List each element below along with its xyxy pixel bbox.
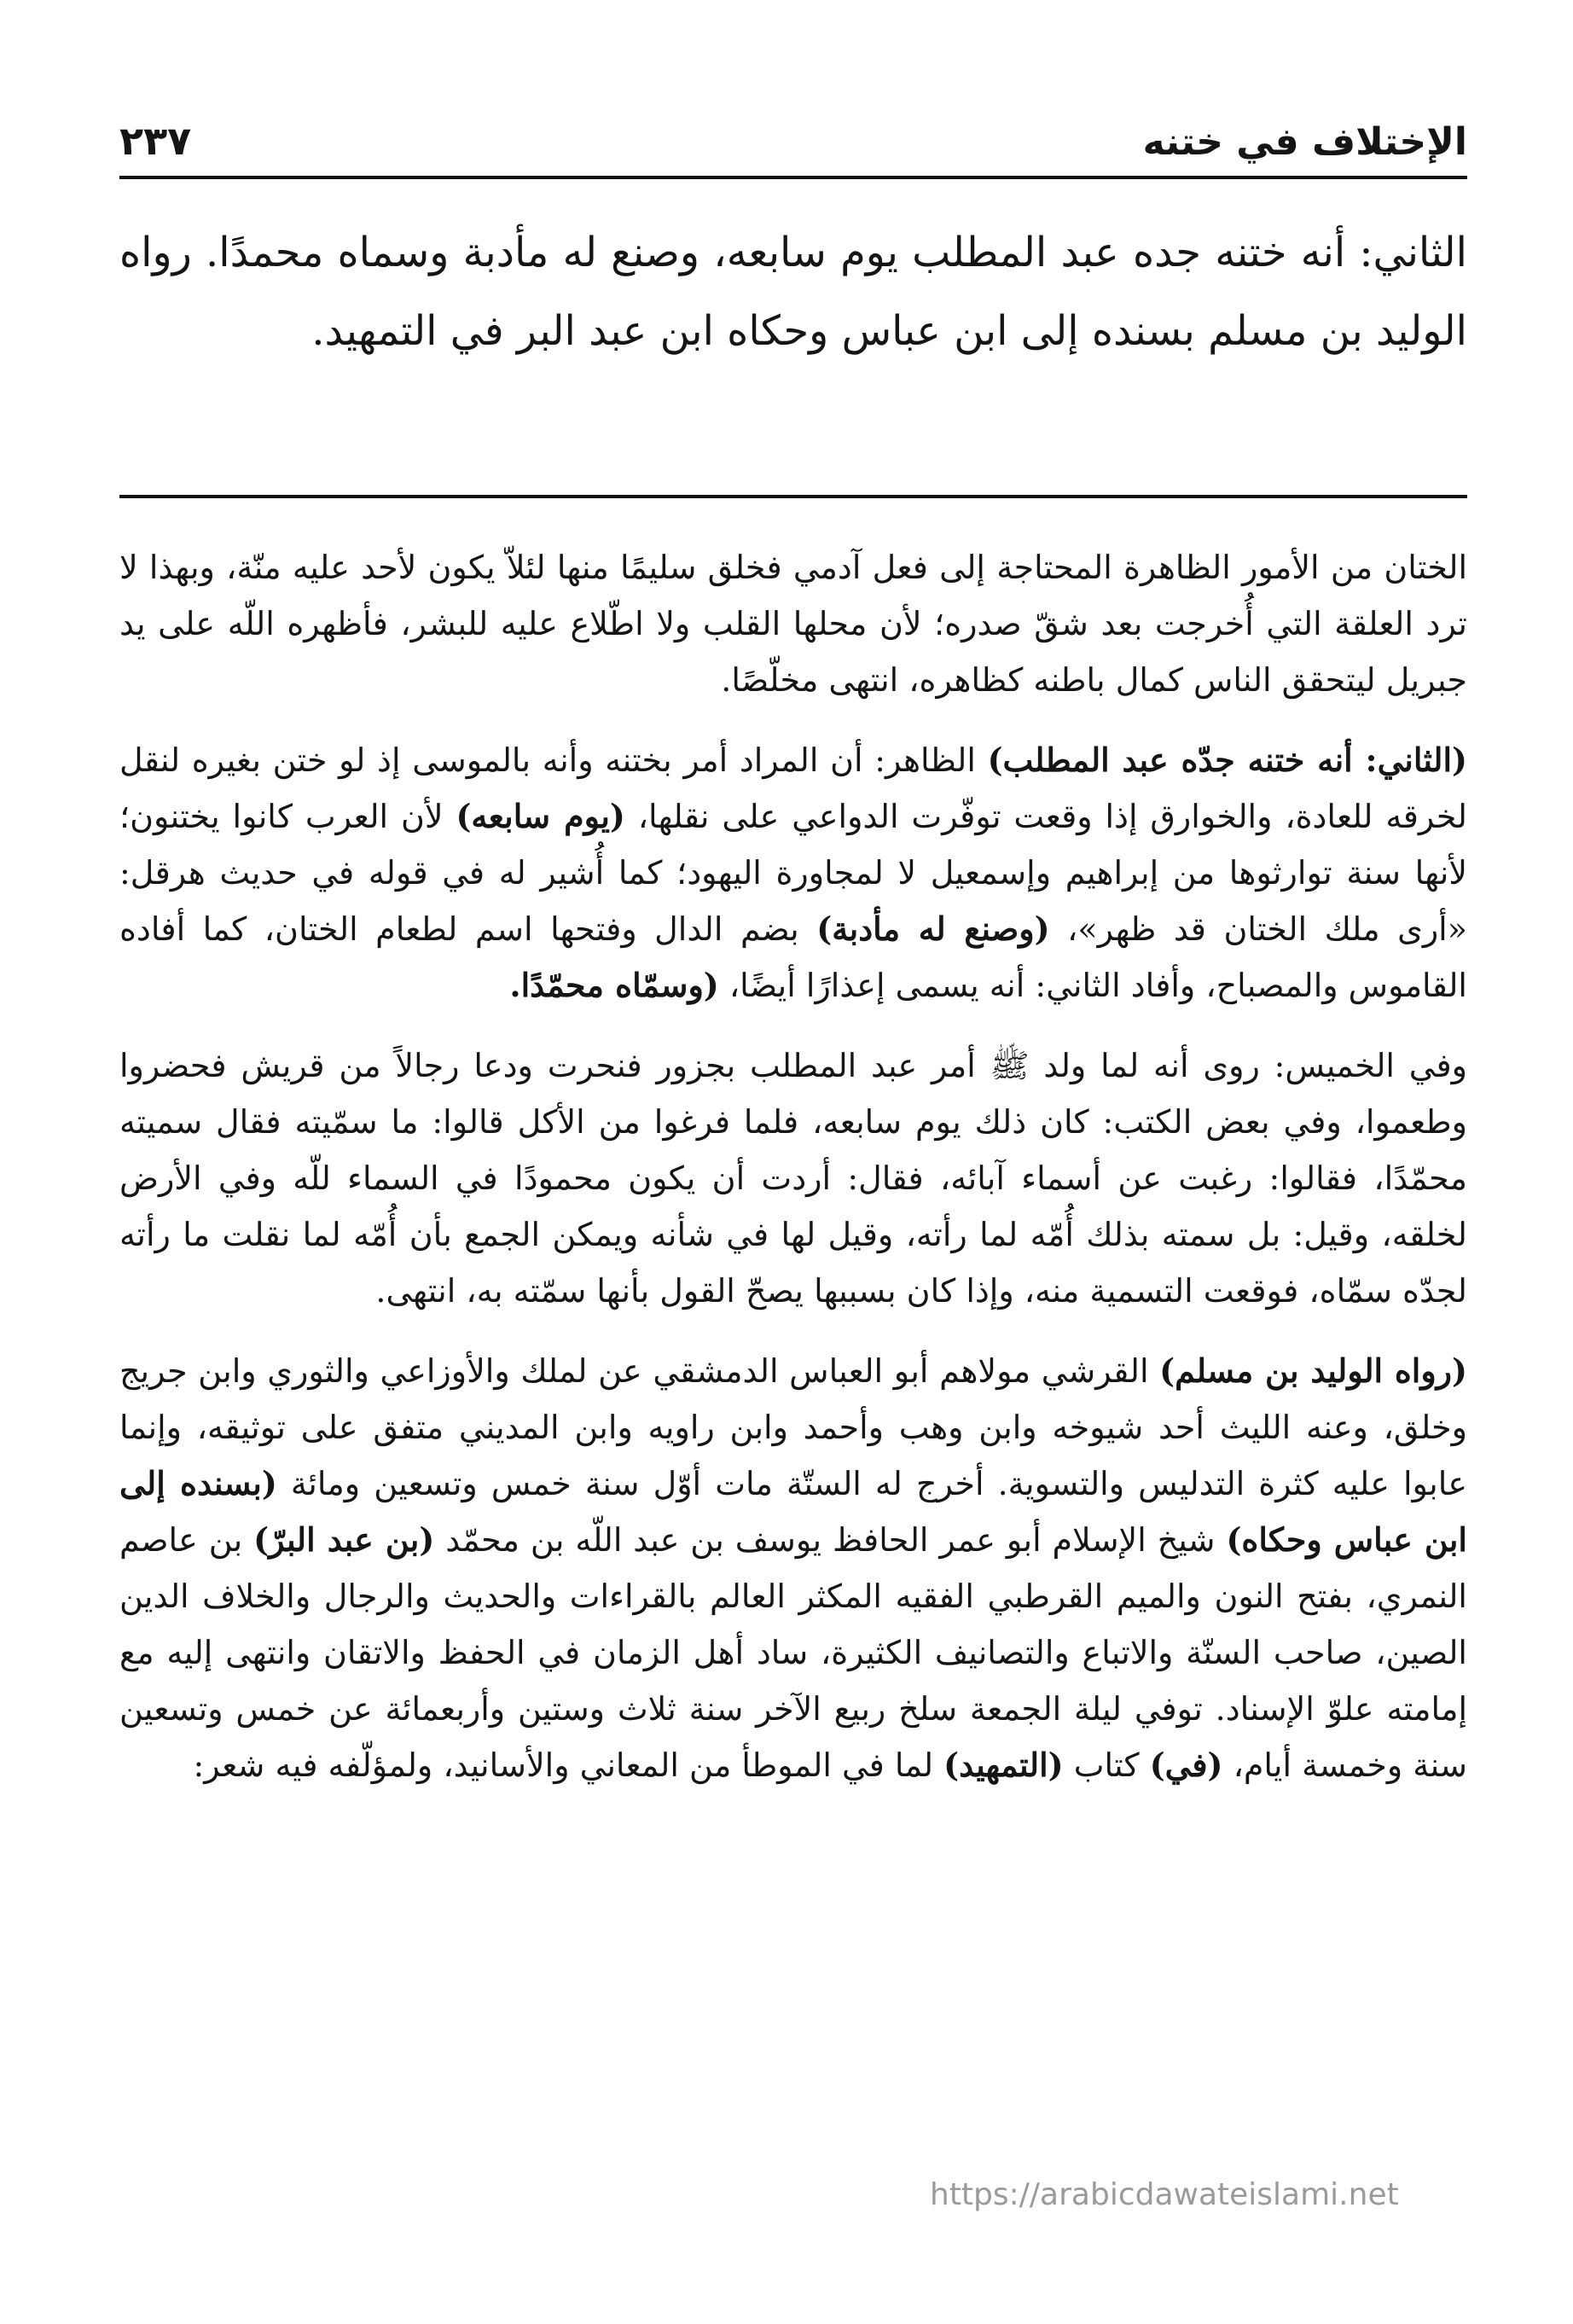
commentary-text: شيخ الإسلام أبو عمر الحافظ يوسف بن عبد اللّه بن محمّد (434, 1521, 1227, 1559)
header-divider (119, 176, 1467, 179)
quoted-phrase: (بن عبد البرّ) (253, 1520, 435, 1559)
quoted-phrase: (يوم سابعه) (456, 797, 625, 835)
commentary-divider (119, 495, 1467, 498)
commentary-paragraph-1: الختان من الأمور الظاهرة المحتاجة إلى فعل آدمي فخلق سليمًا منها لئلاّ يكون لأحد عليه منّة، وبهذا لا ترد العلقة التي أُخرجت بعد شقّ صدره؛ لأن محلها القلب ولا اطّلاع عليه للبشر، فأظهره اللّه على يد جبريل ليتحقق الناس كمال باطنه كظاهره، انتهى مخلّصًا. (119, 549, 1467, 699)
main-text: الثاني: أنه ختنه جده عبد المطلب يوم سابعه، وصنع له مأدبة وسماه محمدًا. رواه الوليد بن مسلم بسنده إلى ابن عباس وحكاه ابن عبد البر في التمهيد. (119, 229, 1467, 355)
commentary-text: القرشي مولاهم أبو العباس الدمشقي عن لملك والأوزاعي والثوري وابن جريج وخلق، وعنه الليث أحد شيوخه وابن وهب وأحمد وابن راويه وابن المديني متفق على توثيقه، وإنما عابوا عليه كثرة التدليس والتسوية. أخرج له الستّة مات أوّل سنة خمس وتسعين ومائة (119, 1352, 1467, 1502)
commentary-text: بن عاصم النمري، بفتح النون والميم القرطبي الفقيه المكثر العالم بالقراءات والحديث والرجال والخلاف الدين الصين، صاحب السنّة والاتباع والتصانيف الكثيرة، ساد أهل الزمان في الحفظ والاتقان وانتهى إليه مع إمامته علوّ الإسناد. توفي ليلة الجمعة سلخ ربيع الآخر سنة ثلاث وستين وأربعمائة عن خمس وتسعين سنة وخمسة أيام، (119, 1521, 1467, 1784)
quoted-phrase: (في) (1149, 1746, 1223, 1784)
commentary-text: كتاب (1063, 1746, 1150, 1784)
quoted-phrase: (بسنده إلى ابن عباس وحكاه) (119, 1464, 1467, 1559)
commentary-text: بضم الدال وفتحها اسم لطعام الختان، كما أفاده القاموس والمصباح، وأفاد الثاني: أنه يسمى إعذارًا أيضًا، (119, 910, 1467, 1004)
quoted-phrase: (وصنع له مأدبة) (816, 909, 1050, 948)
commentary-section (119, 539, 1467, 1817)
quoted-phrase: (الثاني: أنه ختنه جدّه عبد المطلب) (987, 741, 1467, 779)
quoted-phrase: (رواه الوليد بن مسلم) (1159, 1351, 1468, 1390)
quoted-phrase: (التمهيد) (943, 1746, 1064, 1784)
page-header (119, 96, 1467, 164)
commentary-text: لأن العرب كانوا يختنون؛ لأنها سنة توارثوها من إبراهيم وإسمعيل لا لمجاورة اليهود؛ كما أُشير له في قوله في حديث هرقل: «أرى ملك الختان قد ظهر»، (119, 798, 1467, 948)
commentary-paragraph-2 (119, 732, 1467, 1014)
commentary-text: الظاهر: أن المراد أمر بختنه وأنه بالموسى إذ لو ختن بغيره لنقل لخرقه للعادة، والخوارق إذا وقعت توفّرت الدواعي على نقلها، (119, 741, 1467, 835)
commentary-text: لما في الموطأ من المعاني والأسانيد، ولمؤلّفه فيه شعر: (193, 1746, 944, 1784)
quoted-phrase: (وسمّاه محمّدًا. (509, 966, 719, 1004)
commentary-paragraph-4 (119, 1343, 1467, 1793)
page-number: ٢٣٧ (119, 118, 192, 164)
running-title: الإختلاف في ختنه (1142, 120, 1467, 164)
commentary-paragraph-3: وفي الخميس: روى أنه لما ولد ﷺ أمر عبد المطلب بجزور فنحرت ودعا رجالاً من قريش فحضروا وطعموا، وفي بعض الكتب: كان ذلك يوم سابعه، فلما فرغوا من الأكل قالوا: ما سمّيته فقال سميته محمّدًا، فقالوا: رغبت عن أسماء آبائه، فقال: أردت أن يكون محمودًا في السماء للّه وفي الأرض لخلقه، وقيل: بل سمته بذلك أُمّه لما رأته، وقيل لها في شأنه ويمكن الجمع بأن أُمّه لما نقلت ما رأته لجدّه سمّاه، فوقعت التسمية منه، وإذا كان بسببها يصحّ القول بأنها سمّته به، انتهى. (119, 1047, 1467, 1310)
source-watermark: https://arabicdawateislami.net (930, 2177, 1399, 2212)
